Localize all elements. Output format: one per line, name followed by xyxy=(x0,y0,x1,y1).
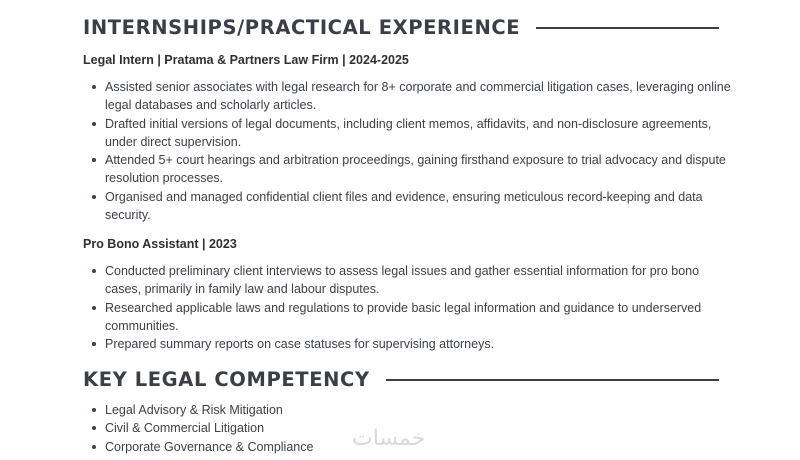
list-item: Attended 5+ court hearings and arbitration proceedings, gaining firsthand exposure to trial advocacy and dispute resolution processes. xyxy=(92,151,732,188)
list-item: Researched applicable laws and regulations to provide basic legal information and guidance to underserved communities. xyxy=(92,299,732,336)
list-item: Drafted initial versions of legal documents, including client memos, affidavits, and non-disclosure agreements, under direct supervision. xyxy=(92,115,732,152)
internships-section-heading xyxy=(83,16,719,39)
list-item: Assisted senior associates with legal research for 8+ corporate and commercial litigation cases, leveraging online legal databases and scholarly articles. xyxy=(92,78,732,115)
pro-bono-bullets xyxy=(92,262,732,353)
competency-heading: KEY LEGAL COMPETENCY xyxy=(83,368,370,391)
heading-divider xyxy=(386,379,719,381)
heading-divider xyxy=(536,27,719,29)
list-item: Organised and managed confidential client files and evidence, ensuring meticulous record-keeping and data security. xyxy=(92,188,732,225)
list-item: Civil & Commercial Litigation xyxy=(92,419,732,437)
legal-intern-bullets xyxy=(92,78,732,224)
list-item: Corporate Governance & Compliance xyxy=(92,438,732,456)
job-title-pro-bono: Pro Bono Assistant | 2023 xyxy=(83,237,237,251)
internships-heading: INTERNSHIPS/PRACTICAL EXPERIENCE xyxy=(83,16,521,39)
list-item: Legal Advisory & Risk Mitigation xyxy=(92,401,732,419)
job-title-legal-intern: Legal Intern | Pratama & Partners Law Firm | 2024-2025 xyxy=(83,53,409,67)
list-item: Conducted preliminary client interviews to assess legal issues and gather essential information for pro bono cases, primarily in family law and labour disputes. xyxy=(92,262,732,299)
competency-section-heading xyxy=(83,368,719,391)
list-item: Prepared summary reports on case statuses for supervising attorneys. xyxy=(92,335,732,353)
watermark-logo: خمسات xyxy=(352,426,426,451)
